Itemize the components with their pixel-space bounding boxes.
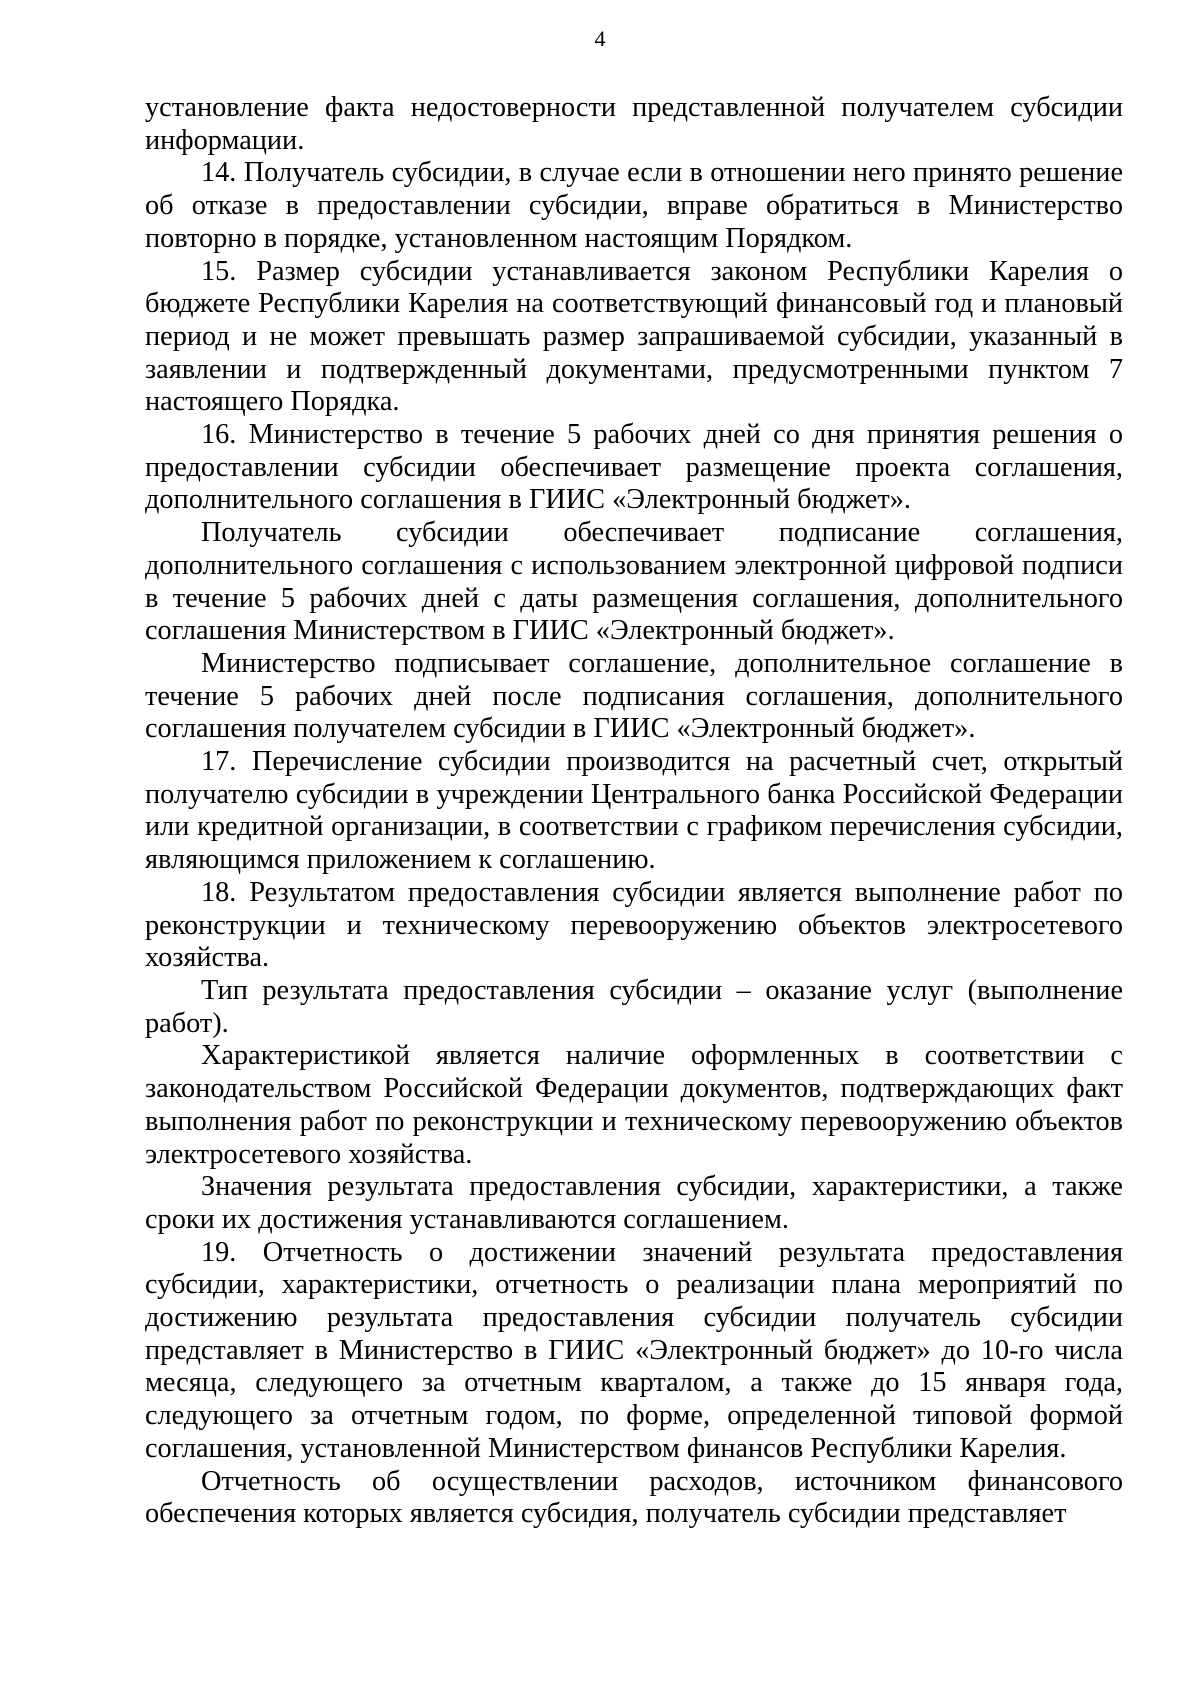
paragraph-item-16-ministry: Министерство подписывает соглашение, дополнительное соглашение в течение 5 рабочих дней после подписания соглашения, дополнительного соглашения получателем субсидии в ГИИС «Электронный бюджет». [145,647,1123,745]
paragraph-item-16: 16. Министерство в течение 5 рабочих дней со дня принятия решения о предоставлении субсидии обеспечивает размещение проекта соглашения, дополнительного соглашения в ГИИС «Электронный бюджет». [145,419,1123,516]
paragraph-item-17: 17. Перечисление субсидии производится на расчетный счет, открытый получателю субсидии в учреждении Центрального банка Российской Федерации или кредитной организации, в соответствии с графиком перечисления субсидии, являющимся приложением к соглашению. [145,746,1123,876]
paragraph-item-16-signing: Получатель субсидии обеспечивает подписание соглашения, дополнительного соглашения с использованием электронной цифровой подписи в течение 5 рабочих дней с даты размещения соглашения, дополнительного соглашения Министерством в ГИИС «Электронный бюджет». [145,517,1123,647]
paragraph-continuation: установление факта недостоверности представленной получателем субсидии информации. [145,92,1123,156]
paragraph-item-14: 14. Получатель субсидии, в случае если в отношении него принято решение об отказе в предоставлении субсидии, вправе обратиться в Министерство повторно в порядке, установленном настоящим Порядком. [145,157,1123,254]
paragraph-item-19: 19. Отчетность о достижении значений результата предоставления субсидии, характеристики, отчетность о реализации плана мероприятий по достижению результата предоставления субсидии получатель субсидии представляет в Министерство в ГИИС «Электронный бюджет» до 10-го числа месяца, следующего за отчетным кварталом, а также до 15 января года, следующего за отчетным годом, по форме, определенной типовой формой соглашения, установленной Министерством финансов Республики Карелия. [145,1236,1123,1464]
paragraph-item-18-characteristic: Характеристикой является наличие оформленных в соответствии с законодательством Российской Федерации документов, подтверждающих факт выполнения работ по реконструкции и техническому перевооружению объектов электросетевого хозяйства. [145,1040,1123,1170]
page-number: 4 [594,26,606,51]
paragraph-item-18-values: Значения результата предоставления субсидии, характеристики, а также сроки их достижения устанавливаются соглашением. [145,1171,1123,1235]
paragraph-item-19-expenses: Отчетность об осуществлении расходов, источником финансового обеспечения которых является субсидия, получатель субсидии представляет [145,1465,1123,1530]
paragraph-item-18: 18. Результатом предоставления субсидии является выполнение работ по реконструкции и техническому перевооружению объектов электросетевого хозяйства. [145,876,1123,974]
paragraph-item-15: 15. Размер субсидии устанавливается законом Республики Карелия о бюджете Республики Карелия на соответствующий финансовый год и плановый период и не может превышать размер запрашиваемой субсидии, указанный в заявлении и подтвержденный документами, предусмотренными пунктом 7 настоящего Порядка. [145,255,1123,418]
document-body [145,92,1123,1531]
paragraph-item-18-type: Тип результата предоставления субсидии – оказание услуг (выполнение работ). [145,974,1123,1039]
